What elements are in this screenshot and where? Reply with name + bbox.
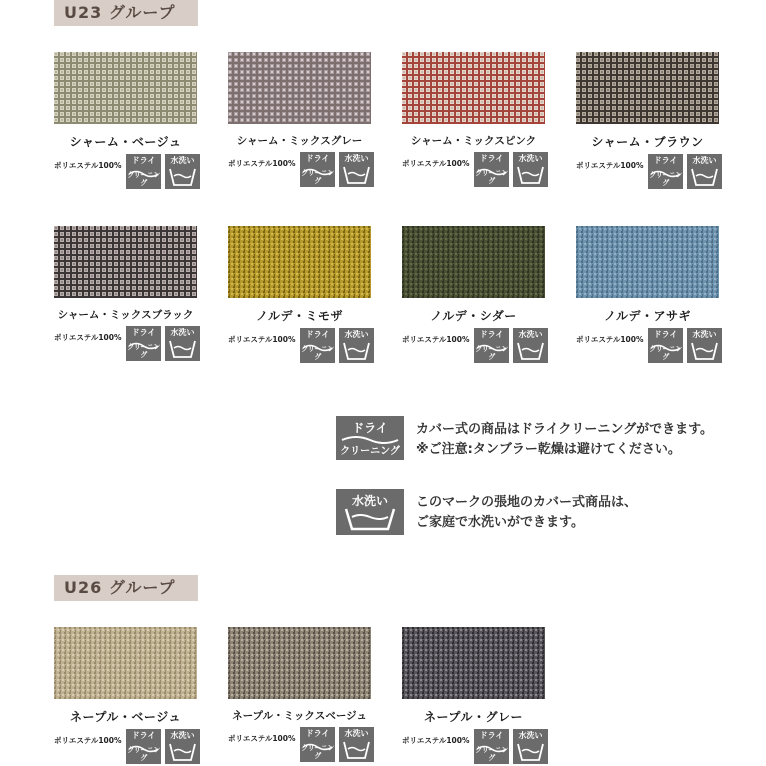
fabric-sample-image — [54, 52, 197, 124]
fabric-swatch — [402, 52, 545, 188]
fabric-name: シャーム・ミックスブラック — [57, 309, 194, 321]
dry-clean-icon: ドライ クリーニング — [127, 156, 160, 187]
care-info — [54, 154, 197, 190]
wash-icon: 水洗い — [687, 328, 722, 363]
fabric-swatch — [402, 226, 545, 364]
dry-clean-icon: ドライ クリーニング — [301, 330, 334, 361]
dry-clean-icon: ドライ クリーニング — [127, 731, 160, 762]
material-label: ポリエステル100% — [54, 736, 122, 745]
fabric-swatch — [228, 226, 371, 364]
wash-icon: 水洗い — [513, 152, 548, 187]
fabric-swatch — [54, 627, 197, 765]
care-info — [402, 729, 545, 765]
fabric-swatch — [54, 52, 197, 190]
material-label: ポリエステル100% — [576, 335, 644, 344]
fabric-swatch — [228, 627, 371, 763]
dry-legend-line-2: ※ご注意:タンブラー乾燥は避けてください。 — [416, 442, 681, 457]
material-label: ポリエステル100% — [402, 736, 470, 745]
group-label-u26: U26 グループ — [54, 575, 198, 601]
wash-legend-line-2: ご家庭で水洗いができます。 — [416, 515, 584, 530]
fabric-name: ネープル・グレー — [424, 710, 523, 724]
care-info — [576, 154, 719, 190]
group-label-u23: U23 グループ — [54, 0, 198, 26]
care-info — [54, 729, 197, 765]
material-label: ポリエステル100% — [228, 734, 296, 743]
care-info — [402, 328, 545, 364]
fabric-name: ノルデ・シダー — [430, 309, 517, 323]
material-label: ポリエステル100% — [228, 335, 296, 344]
care-info — [54, 326, 197, 362]
care-info — [576, 328, 719, 364]
fabric-sample-image — [402, 52, 545, 124]
fabric-name: ノルデ・ミモザ — [255, 309, 344, 323]
wash-icon: 水洗い — [339, 727, 374, 762]
fabric-name: ネープル・ベージュ — [70, 710, 181, 724]
fabric-name: シャーム・ブラウン — [591, 135, 704, 149]
dry-clean-icon: ドライ クリーニング — [475, 731, 508, 762]
wash-icon: 水洗い — [339, 152, 374, 187]
dry-clean-icon: ドライ クリーニング — [301, 729, 334, 760]
fabric-sample-image — [576, 52, 719, 124]
fabric-swatch — [228, 52, 371, 188]
fabric-name: ネープル・ミックスベージュ — [232, 710, 367, 722]
care-info — [228, 727, 371, 763]
wash-legend-line-1: このマークの張地のカバー式商品は、 — [416, 495, 638, 510]
fabric-sample-image — [228, 627, 371, 699]
fabric-swatch — [576, 226, 719, 364]
dry-clean-icon: ドライ クリーニング — [301, 154, 334, 185]
fabric-name: シャーム・ミックスピンク — [410, 135, 537, 147]
fabric-sample-image — [402, 226, 545, 298]
fabric-sample-image — [54, 226, 197, 298]
fabric-sample-image — [402, 627, 545, 699]
fabric-sample-image — [54, 627, 197, 699]
fabric-sample-image — [228, 52, 371, 124]
dry-clean-icon: ドライ クリーニング — [475, 154, 508, 185]
fabric-name: ノルデ・アサギ — [603, 309, 692, 323]
fabric-sample-image — [228, 226, 371, 298]
dry-clean-icon: ドライ クリーニング — [336, 416, 404, 460]
wash-icon: 水洗い — [687, 154, 722, 189]
material-label: ポリエステル100% — [228, 159, 296, 168]
wash-icon: 水洗い — [165, 326, 200, 361]
care-info — [228, 328, 371, 364]
fabric-sample-image — [576, 226, 719, 298]
dry-legend-line-1: カバー式の商品はドライクリーニングができます。 — [416, 422, 714, 437]
care-info — [228, 152, 371, 188]
material-label: ポリエステル100% — [54, 333, 122, 342]
dry-clean-icon: ドライ クリーニング — [649, 330, 682, 361]
dry-clean-icon: ドライ クリーニング — [127, 328, 160, 359]
material-label: ポリエステル100% — [54, 161, 122, 170]
material-label: ポリエステル100% — [402, 335, 470, 344]
fabric-swatch — [576, 52, 719, 190]
wash-icon: 水洗い — [165, 729, 200, 764]
care-info — [402, 152, 545, 188]
material-label: ポリエステル100% — [576, 161, 644, 170]
wash-icon: 水洗い — [513, 328, 548, 363]
wash-icon: 水洗い — [339, 328, 374, 363]
fabric-name: シャーム・ベージュ — [69, 135, 182, 149]
dry-clean-icon: ドライ クリーニング — [475, 330, 508, 361]
fabric-swatch — [54, 226, 197, 362]
wash-icon: 水洗い — [336, 489, 404, 535]
material-label: ポリエステル100% — [402, 159, 470, 168]
fabric-swatch — [402, 627, 545, 765]
fabric-name: シャーム・ミックスグレー — [236, 135, 363, 147]
dry-clean-icon: ドライ クリーニング — [649, 156, 682, 187]
wash-icon: 水洗い — [513, 729, 548, 764]
wash-icon: 水洗い — [165, 154, 200, 189]
